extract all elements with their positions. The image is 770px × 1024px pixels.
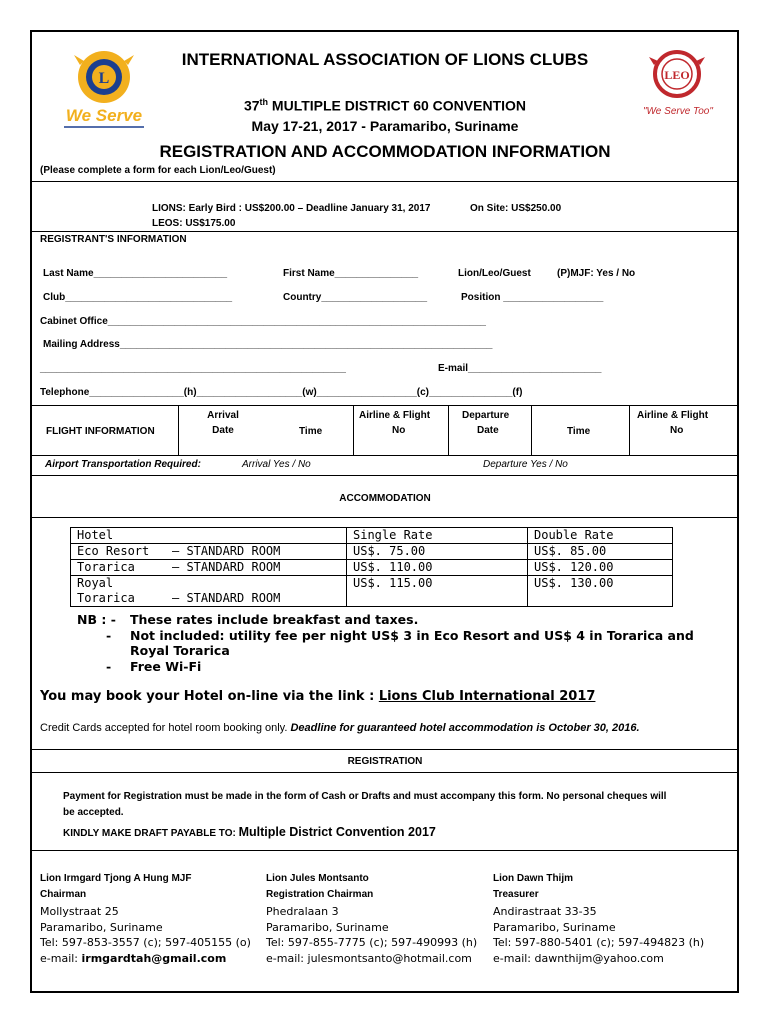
position-field[interactable]: Position __________________ (461, 292, 604, 303)
arrival-date-header-2: Date (212, 425, 234, 436)
fee-lions: LIONS: Early Bird : US$200.00 – Deadline January 31, 2017 (152, 203, 431, 214)
contact-tel: Tel: 597-855-7775 (c); 597-490993 (h) (266, 936, 478, 949)
first-name-field[interactable]: First Name_______________ (283, 268, 419, 279)
flight-mid-border (30, 455, 739, 456)
lions-logo-letter: L (98, 70, 110, 87)
telephone-field[interactable]: Telephone_________________(h)___________________(w)__________________(c)_______________(f) (40, 387, 523, 398)
hotel-cell (71, 544, 347, 560)
last-name-field[interactable]: Last Name________________________ (43, 268, 228, 279)
column-header-single: Single Rate (347, 528, 528, 544)
arrival-transport-option[interactable]: Arrival Yes / No (242, 459, 311, 470)
nb-dash: - (106, 628, 112, 643)
leo-logo-letters: LEO (664, 68, 690, 82)
email-field[interactable]: E-mail________________________ (438, 363, 602, 374)
contact-city: Paramaribo, Suriname (266, 921, 389, 934)
credit-card-text: Credit Cards accepted for hotel room booking only. (40, 722, 291, 734)
hotel-cell (71, 560, 347, 576)
column-header-double: Double Rate (528, 528, 673, 544)
table-header-row (71, 528, 673, 544)
convention-dates: May 17-21, 2017 - Paramaribo, Suriname (251, 118, 519, 134)
credit-card-line (40, 722, 640, 734)
contact-city: Paramaribo, Suriname (40, 921, 163, 934)
payment-instructions-1: Payment for Registration must be made in the form of Cash or Drafts and must accompany this form. No personal cheques will (63, 791, 667, 802)
contact-name: Lion Dawn Thijm (493, 873, 573, 884)
double-rate-cell: US$. 120.00 (528, 560, 673, 576)
club-field[interactable]: Club______________________________ (43, 292, 233, 303)
divider (30, 231, 739, 232)
mailing-address-field[interactable]: Mailing Address___________________________________________________________________ (43, 339, 493, 350)
arrival-date-header-1: Arrival (207, 410, 239, 421)
cabinet-office-field[interactable]: Cabinet Office____________________________________________________________________ (40, 316, 486, 327)
divider (30, 181, 739, 182)
contact-email-line (266, 952, 472, 965)
contact-city: Paramaribo, Suriname (493, 921, 616, 934)
convention-title: 37th MULTIPLE DISTRICT 60 CONVENTION (243, 97, 527, 114)
airline-flight-header-1b: No (392, 425, 406, 436)
payment-instructions-2: be accepted. (63, 807, 124, 818)
airline-flight-header-1: Airline & Flight (359, 410, 431, 421)
nb-note-2b: Royal Torarica (130, 643, 230, 658)
lions-club-link[interactable]: Lions Club International 2017 (378, 689, 596, 704)
payable-label: KINDLY MAKE DRAFT PAYABLE TO: (63, 828, 239, 839)
accommodation-heading: ACCOMMODATION (339, 493, 431, 504)
departure-transport-option[interactable]: Departure Yes / No (483, 459, 568, 470)
contact-name: Lion Jules Montsanto (266, 873, 369, 884)
nb-note-3: Free Wi-Fi (130, 659, 202, 674)
nb-note-1: These rates include breakfast and taxes. (130, 612, 419, 627)
flight-col-divider (448, 405, 449, 455)
room-type: – STANDARD ROOM (172, 560, 281, 574)
contact-name: Lion Irmgard Tjong A Hung MJF (40, 873, 192, 884)
flight-col-divider (353, 405, 354, 455)
page-title: INTERNATIONAL ASSOCIATION OF LIONS CLUBS (181, 50, 589, 69)
table-row (71, 560, 673, 576)
leo-motto: "We Serve Too" (643, 106, 713, 117)
contact-email-line (40, 952, 226, 965)
fee-onsite: On Site: US$250.00 (470, 203, 562, 214)
email-label: e-mail: (40, 952, 82, 965)
contact-email-line (493, 952, 664, 965)
payable-line (63, 823, 436, 841)
column-header-hotel: Hotel (71, 528, 347, 544)
airline-flight-header-2b: No (670, 425, 684, 436)
mailing-address-line2[interactable]: _______________________________________________________ (40, 363, 346, 374)
contact-email[interactable]: irmgardtah@gmail.com (81, 952, 227, 965)
single-rate-cell: US$. 75.00 (347, 544, 528, 560)
email-label: e-mail: (493, 952, 535, 965)
table-row (71, 544, 673, 560)
online-booking-text: You may book your Hotel on-line via the link : (40, 689, 379, 704)
arrival-time-header: Time (299, 426, 323, 437)
flight-col-divider (178, 405, 179, 455)
contact-role: Treasurer (493, 889, 539, 900)
double-rate-cell: US$. 130.00 (528, 576, 673, 607)
divider (30, 517, 739, 518)
airline-flight-header-2: Airline & Flight (637, 410, 709, 421)
divider (30, 772, 739, 773)
departure-date-header-1: Departure (462, 410, 510, 421)
flight-col-divider (531, 405, 532, 455)
contact-email[interactable]: dawnthijm@yahoo.com (534, 952, 664, 965)
flight-col-divider (629, 405, 630, 455)
contact-role: Chairman (40, 889, 87, 900)
room-type: – STANDARD ROOM (172, 591, 281, 605)
hotel-rates-table (70, 527, 673, 607)
fee-leos: LEOS: US$175.00 (152, 218, 236, 229)
nb-label: NB : - (77, 612, 116, 627)
contact-tel: Tel: 597-880-5401 (c); 597-494823 (h) (493, 936, 705, 949)
form-note: (Please complete a form for each Lion/Leo/Guest) (40, 165, 276, 176)
single-rate-cell: US$. 115.00 (347, 576, 528, 607)
form-title: REGISTRATION AND ACCOMMODATION INFORMATION (159, 142, 611, 161)
flight-top-border (30, 405, 739, 406)
contact-email[interactable]: julesmontsanto@hotmail.com (307, 952, 472, 965)
contact-address: Andirastraat 33-35 (493, 905, 597, 918)
payable-to: Multiple District Convention 2017 (238, 825, 436, 839)
double-rate-cell: US$. 85.00 (528, 544, 673, 560)
country-field[interactable]: Country___________________ (283, 292, 427, 303)
hotel-name: Royal Torarica (77, 576, 135, 605)
flight-info-label: FLIGHT INFORMATION (46, 426, 155, 437)
single-rate-cell: US$. 110.00 (347, 560, 528, 576)
room-type: – STANDARD ROOM (172, 544, 281, 558)
nb-note-2: Not included: utility fee per night US$ 3 in Eco Resort and US$ 4 in Torarica and (130, 628, 694, 643)
pmjf-option[interactable]: (P)MJF: Yes / No (557, 268, 636, 279)
flight-bottom-border (30, 475, 739, 476)
departure-time-header: Time (567, 426, 591, 437)
nb-dash: - (106, 659, 112, 674)
lions-logo-text: We Serve (65, 106, 143, 125)
accommodation-deadline: Deadline for guaranteed hotel accommodation is October 30, 2016. (290, 722, 640, 734)
contact-role: Registration Chairman (266, 889, 374, 900)
table-row (71, 576, 673, 607)
hotel-name: Eco Resort (77, 544, 150, 558)
divider (30, 749, 739, 750)
departure-date-header-2: Date (477, 425, 499, 436)
lion-leo-guest-option[interactable]: Lion/Leo/Guest (458, 268, 531, 279)
contact-tel: Tel: 597-853-3557 (c); 597-405155 (o) (40, 936, 251, 949)
email-label: e-mail: (266, 952, 308, 965)
transport-label: Airport Transportation Required: (45, 459, 201, 470)
contact-address: Phedralaan 3 (266, 905, 339, 918)
registration-heading: REGISTRATION (347, 756, 423, 767)
contact-address: Mollystraat 25 (40, 905, 119, 918)
divider (30, 850, 739, 851)
hotel-name: Torarica (77, 560, 135, 574)
hotel-cell (71, 576, 347, 607)
online-booking-line (40, 689, 595, 704)
registrant-heading: REGISTRANT'S INFORMATION (40, 234, 187, 245)
